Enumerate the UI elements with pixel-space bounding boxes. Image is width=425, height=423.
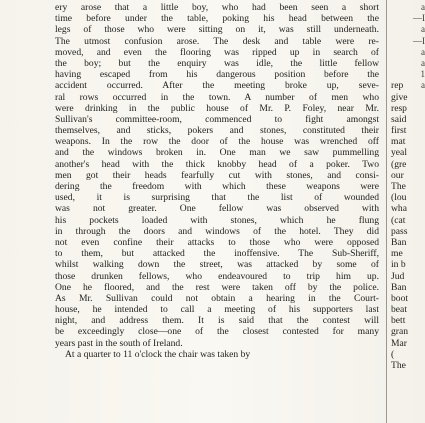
article-line: weapons. In the row the door of the house was wrenched off [55,136,379,148]
gutter-mark: a [421,46,425,57]
adjacent-fragment: (cat [391,214,406,226]
column-rule [386,0,387,423]
article-line: time before under the table, poking his head between the [55,13,379,25]
adjacent-fragment: Jud [391,270,405,282]
adjacent-fragment: rep [391,80,404,92]
article-line: men got their heads fearfully cut with stones, and consi- [55,169,379,181]
adjacent-fragment: our [391,169,404,181]
gutter-mark: a [421,2,425,12]
article-line: not even confine their attacks to those who were opposed [55,236,379,248]
article-line: dering the freedom with which these weapons were [55,181,379,192]
adjacent-fragment: in b [391,259,406,271]
adjacent-fragment: ( [391,348,395,360]
article-line: Sullivan's committee-room, commenced to fight amongst [55,113,379,125]
gutter-mark: a [421,24,425,35]
article-line: his pockets loaded with stones, which he flung [55,214,379,226]
adjacent-fragment: boot [391,292,409,304]
adjacent-fragment: gran [391,326,409,338]
article-line: used, it is surprising that the list of wounded [55,192,379,204]
article-line: ral rows occurred in the town. A number of men who [55,91,379,103]
article-line: and the windows broken in. One man we saw pummelling [55,147,379,159]
article-line: in through the doors and windows of the hotel. They did [55,225,379,237]
article-line: whilst walking down the street, was attacked by some of [55,259,379,271]
article-line: was not greater. One fellow was observed with [55,203,379,215]
adjacent-fragment: bett [391,315,406,327]
adjacent-fragment: Mar [391,337,407,349]
adjacent-fragment: first [391,125,407,137]
gutter-mark: 1 [420,69,425,80]
adjacent-fragment: mat [391,136,406,148]
adjacent-fragment: yeal [391,147,407,159]
adjacent-fragment: give [391,91,408,103]
article-line: At a quarter to 11 o'clock the chair was taken by [65,348,251,360]
article-line: ery arose that a little boy, who had been seen a short [55,2,379,13]
adjacent-fragment: Ban [391,281,407,293]
adjacent-fragment: wha [391,203,407,215]
adjacent-fragment: The [391,181,406,192]
article-line: another's head with the thick knobby head of a poker. Two [55,158,379,170]
article-line: As Mr. Sullivan could not obtain a hearing in the Court- [55,292,379,304]
article-line: those drunken fellows, who endeavoured to trip him up. [55,270,379,282]
adjacent-fragment: me [391,248,403,260]
article-line: years past in the south of Ireland. [55,337,183,349]
article-line: themselves, and sticks, pokers and stones, constituted their [55,125,379,137]
article-line: night, and address them. It is said that the contest will [55,315,379,327]
article-line: were drinking in the public house of Mr. P. Foley, near Mr. [55,102,379,114]
adjacent-fragment: (gre [391,158,407,170]
article-line: The utmost confusion arose. The desk and table were re- [55,35,379,47]
adjacent-fragment: resp [391,102,407,114]
article-line: be exceedingly close—one of the closest contested for many [55,326,379,338]
article-line: accident occurred. After the meeting broke up, seve- [55,80,379,92]
adjacent-fragment: pass [391,225,408,237]
gutter-mark: —I [413,35,425,46]
article-line: having escaped from his dangerous position before the [55,69,379,81]
article-line: house, he intended to call a meeting of his supporters last [55,304,379,316]
article-line: legs of those who were sitting on it, was still underneath. [55,24,379,36]
adjacent-fragment: beat [391,304,407,316]
article-line: to them, but attacked the inoffensive. The Sub-Sheriff, [55,248,379,260]
gutter-marks [407,2,425,92]
gutter-mark: a [421,80,425,91]
adjacent-fragment: Ban [391,236,407,248]
article-line: the boy; but the enquiry was idle, the little fellow [55,57,379,69]
gutter-mark: a [421,58,425,69]
adjacent-fragment: The [391,360,406,371]
article-column [55,2,379,360]
adjacent-fragment: (lou [391,192,407,204]
adjacent-fragment: said [391,113,407,125]
gutter-mark: —I [413,13,425,24]
article-line: One he floored, and the rest were taken off by the police. [55,281,379,293]
article-line: moved, and even the flooring was ripped up in search of [55,46,379,58]
